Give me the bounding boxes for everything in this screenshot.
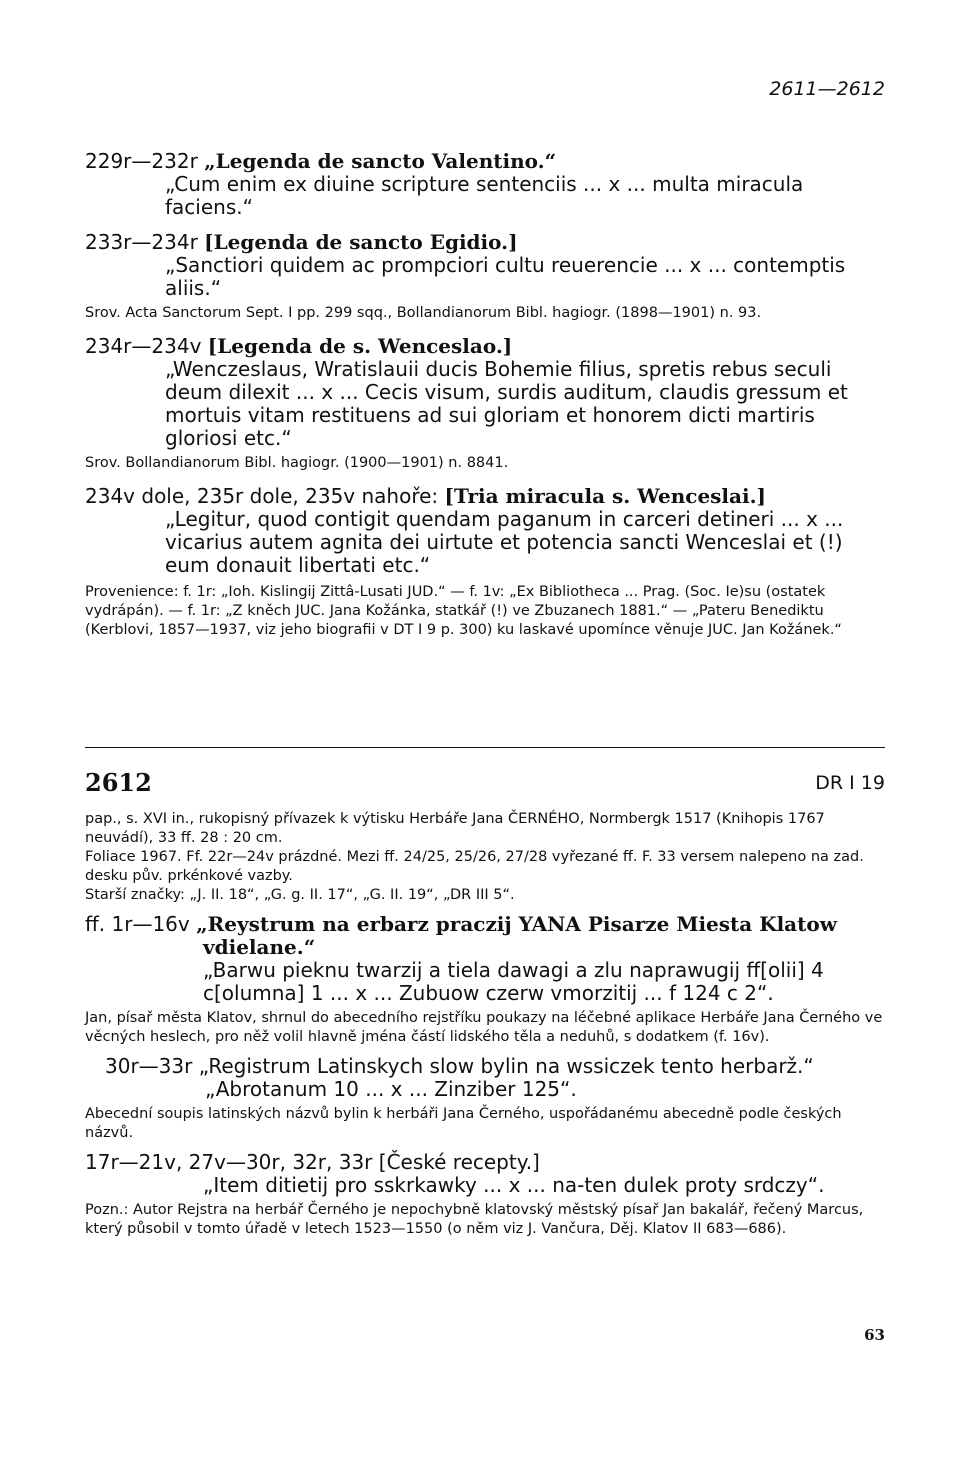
entry-title: [Tria miracula s. Wenceslai.] <box>444 484 767 508</box>
entry-wenceslao <box>85 335 885 358</box>
entry-quote: „Sanctiori quidem ac prompciori cultu reuerencie ... x ... contemptis aliis.“ <box>165 253 846 300</box>
page-number: 63 <box>864 1326 885 1344</box>
item-quote: „Barwu pieknu twarzij a tiela dawagi a zlu naprawugij ff[olii] 4 c[olumna] 1 ... x ... Zubuow czerw vmorzitij ... f 124 c 2“. <box>203 958 824 1005</box>
page-range-header: 2611—2612 <box>769 78 885 100</box>
item-registrum <box>85 1055 885 1078</box>
entry-note: Srov. Acta Sanctorum Sept. I pp. 299 sqq., Bollandianorum Bibl. hagiogr. (1898—1901) n. 93. <box>85 305 762 321</box>
entry-title: [Legenda de s. Wenceslao.] <box>207 334 513 358</box>
entry-note: Srov. Bollandianorum Bibl. hagiogr. (1900—1901) n. 8841. <box>85 455 509 471</box>
provenience-note: Provenience: f. 1r: „Ioh. Kislingij Zittâ-Lusati JUD.“ — f. 1v: „Ex Bibliotheca ... Prag. (Soc. Ie)su (ostatek vydrápán). — f. 1r: „Z kněch JUC. Jana Kožánka, statkář (!) ve Zbuzanech 1881.“ — „Pateru Benediktu (Kerblovi, 1857—1937, viz jeho biografii v DT I 9 p. 300) ku laskavé upomínce věnuje JUC. Jan Kožánek.“ <box>85 584 842 638</box>
entry-tria-miracula <box>85 485 885 508</box>
record-header <box>85 768 885 798</box>
entry-quote: „Wenczeslaus, Wratislauii ducis Bohemie filius, spretis rebus seculi deum dilexit ... x ... Cecis visum, surdis auditum, claudis gressum et mortuis vitam restituens ad sui gloriam et honorem dicti martiris gloriosi etc.“ <box>165 357 848 450</box>
record-number: 2612 <box>85 768 152 797</box>
record-signature: DR I 19 <box>815 772 885 794</box>
item-note: Jan, písař města Klatov, shrnul do abecedního rejstříku poukazy na léčebné aplikace Herbáře Jana Černého ve věcných heslech, pro něž volil hlavně jména částí lidského těla a neduhů, s dodatkem (f. 16v). <box>85 1010 883 1045</box>
entry-valentino <box>85 150 885 173</box>
item-quote: „Item ditietij pro sskrkawky ... x ... na-ten dulek proty srdczy“. <box>203 1173 825 1197</box>
item-locator: 30r—33r <box>105 1054 193 1078</box>
entry-egidio <box>85 231 885 254</box>
item-quote: „Abrotanum 10 ... x ... Zinziber 125“. <box>205 1077 577 1101</box>
item-note: Abecední soupis latinských názvů bylin k herbáři Jana Černého, uspořádanému abecedně podle českých názvů. <box>85 1106 842 1141</box>
record-body <box>85 810 885 1239</box>
item-title: „Reystrum na erbarz praczij YANA Pisarze Miesta Klatow vdielane.“ <box>196 912 837 959</box>
top-entries <box>85 150 885 640</box>
entry-title: „Legenda de sancto Valentino.“ <box>204 149 557 173</box>
record-description: pap., s. XVI in., rukopisný přívazek k výtisku Herbáře Jana ČERNÉHO, Normbergk 1517 (Knihopis 1767 neuvádí), 33 ff. 28 : 20 cm. <box>85 811 825 846</box>
item-note: Pozn.: Autor Rejstra na herbář Černého je nepochybně klatovský městský písař Jan bakalář, řečený Marcus, který působil v tomto úřadě v letech 1523—1550 (o něm viz J. Vančura, Děj. Klatov II 683—686). <box>85 1202 864 1237</box>
item-recepty <box>85 1151 885 1174</box>
entry-title: [Legenda de sancto Egidio.] <box>204 230 518 254</box>
entry-quote: „Cum enim ex diuine scripture sentenciis ... x ... multa miracula faciens.“ <box>165 172 804 219</box>
record-foliation: Foliace 1967. Ff. 22r—24v prázdné. Mezi ff. 24/25, 25/26, 27/28 vyřezané ff. F. 33 versem nalepeno na zad. desku pův. prkénkové vazby. <box>85 849 864 884</box>
item-reystrum <box>85 913 885 959</box>
record-old-signatures: Starší značky: „J. II. 18“, „G. g. II. 17“, „G. II. 19“, „DR III 5“. <box>85 887 515 903</box>
entry-quote: „Legitur, quod contigit quendam paganum in carceri detineri ... x ... vicarius autem agnita dei uirtute et potencia sancti Wenceslai et (!) eum donauit libertati etc.“ <box>165 507 844 577</box>
item-locator: 17r—21v, 27v—30r, 32r, 33r <box>85 1150 373 1174</box>
item-locator: ff. 1r—16v <box>85 912 190 936</box>
entry-locator: 234r—234v <box>85 334 202 358</box>
entry-locator: 234v dole, 235r dole, 235v nahoře: <box>85 484 439 508</box>
section-divider <box>85 747 885 748</box>
item-title: „Registrum Latinskych slow bylin na wssiczek tento herbarž.“ <box>198 1054 814 1078</box>
entry-locator: 229r—232r <box>85 149 198 173</box>
item-title: [České recepty.] <box>378 1150 540 1174</box>
entry-locator: 233r—234r <box>85 230 198 254</box>
